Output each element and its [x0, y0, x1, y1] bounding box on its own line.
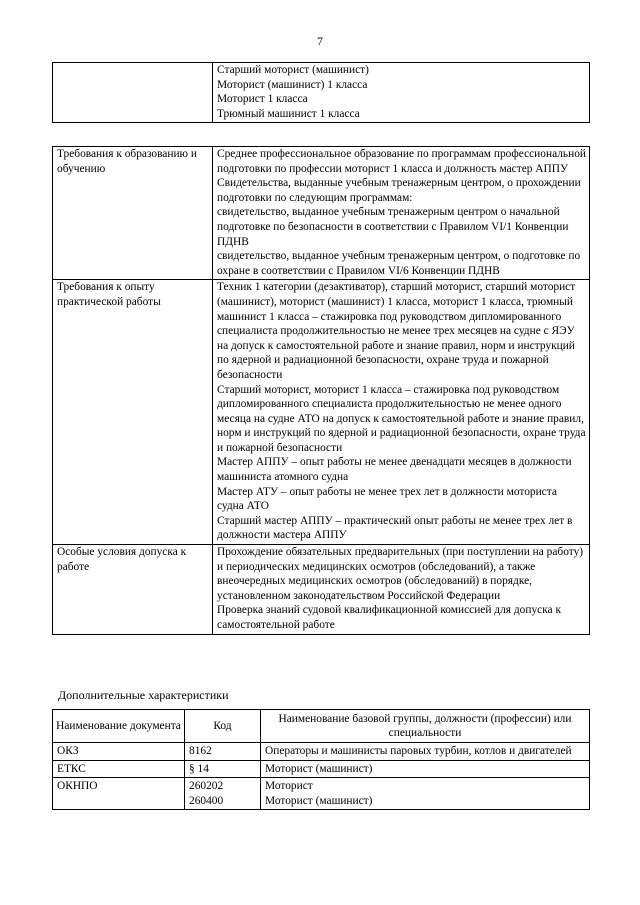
table-row	[53, 147, 590, 280]
requirement-line: Свидетельства, выданные учебным тренажерным центром, о прохождении подготовки по следующим программам:	[217, 177, 581, 204]
position-line: Трюмный машинист 1 класса	[217, 107, 360, 120]
column-header-doc: Наименование документа	[53, 710, 185, 743]
requirement-label: Требования к образованию и обучению	[53, 147, 213, 280]
page-number: 7	[317, 34, 323, 48]
code-line: 260202	[189, 780, 224, 793]
requirement-line: Мастер АППУ – опыт работы не менее двенадцати месяцев в должности машиниста атомного судна	[217, 456, 572, 484]
position-line: Моторист 1 класса	[217, 93, 308, 106]
requirement-line: Среднее профессиональное образование по программам профессиональной подготовки по профессии моторист 1 класса и должность мастер АППУ	[217, 148, 586, 175]
positions-cell	[213, 63, 590, 123]
table-header-row	[53, 710, 590, 743]
doc-cell: ЕТКС	[53, 760, 185, 778]
requirement-content	[213, 147, 590, 280]
name-line: Моторист	[265, 780, 313, 793]
code-cell: 8162	[185, 743, 261, 761]
doc-cell: ОКЗ	[53, 743, 185, 761]
requirement-line: Старший мастер АППУ – практический опыт работы не менее трех лет в должности мастера АППУ	[217, 514, 573, 542]
name-cell: Операторы и машинисты паровых турбин, котлов и двигателей	[261, 743, 590, 761]
table-row	[53, 545, 590, 635]
name-cell	[261, 778, 590, 810]
table-row	[53, 760, 590, 778]
column-header-code: Код	[185, 710, 261, 743]
doc-cell: ОКНПО	[53, 778, 185, 810]
table-row	[53, 280, 590, 545]
requirement-label: Требования к опыту практической работы	[53, 280, 213, 545]
requirement-line: Старший моторист, моторист 1 класса – стажировка под руководством дипломированного специалиста продолжительностью не менее одного месяца на судне АТО на допуск к самостоятельной работе и знание правил, норм и инструкций по ядерной и радиационной безопасности, охране труда и пожарной безопасности	[217, 383, 586, 454]
additional-table	[52, 709, 590, 810]
column-header-name: Наименование базовой группы, должности (профессии) или специальности	[261, 710, 590, 743]
table-row	[53, 778, 590, 810]
name-cell: Моторист (машинист)	[261, 760, 590, 778]
requirement-content	[213, 280, 590, 545]
position-line: Моторист (машинист) 1 класса	[217, 78, 368, 91]
code-cell: § 14	[185, 760, 261, 778]
requirement-line: свидетельство, выданное учебным тренажерным центром, о подготовке по охране в соответствии с Правилом VI/6 Конвенции ПДНВ	[217, 250, 581, 277]
requirement-label: Особые условия допуска к работе	[53, 545, 213, 635]
requirement-line: Техник 1 категории (дезактиватор), старший моторист, старший моторист (машинист), моторист (машинист) 1 класса, моторист 1 класса, трюмный машинист 1 класса – стажировка под руководством дипломированного специалиста продолжительностью не менее трех месяцев на судне с ЯЭУ на допуск к самостоятельной работе и знание правил, норм и инструкций по ядерной и радиационной безопасности, охране труда и пожарной безопасности	[217, 281, 576, 381]
requirement-content	[213, 545, 590, 635]
top-table	[52, 62, 590, 123]
requirement-line: Прохождение обязательных предварительных (при поступлении на работу) и периодических медицинских осмотров (обследований), а также внеочередных медицинских осмотров (обследований) в порядке, установленном законодательством Российской Федерации	[217, 546, 584, 602]
name-line: Моторист (машинист)	[265, 794, 373, 807]
code-cell	[185, 778, 261, 810]
section-heading: Дополнительные характеристики	[58, 688, 229, 702]
requirement-line: свидетельство, выданное учебным тренажерным центром о начальной подготовке по безопасности в соответствии с Правилом VI/1 Конвенции ПДНВ	[217, 206, 569, 248]
code-line: 260400	[189, 794, 224, 807]
requirement-line: Мастер АТУ – опыт работы не менее трех лет в должности моториста судна АТО	[217, 485, 557, 513]
requirements-table	[52, 146, 590, 635]
table-row	[53, 743, 590, 761]
table-row	[53, 63, 590, 123]
position-line: Старший моторист (машинист)	[217, 64, 369, 76]
requirement-line: Проверка знаний судовой квалификационной комиссией для допуска к самостоятельной работе	[217, 604, 561, 631]
empty-label-cell	[53, 63, 213, 123]
